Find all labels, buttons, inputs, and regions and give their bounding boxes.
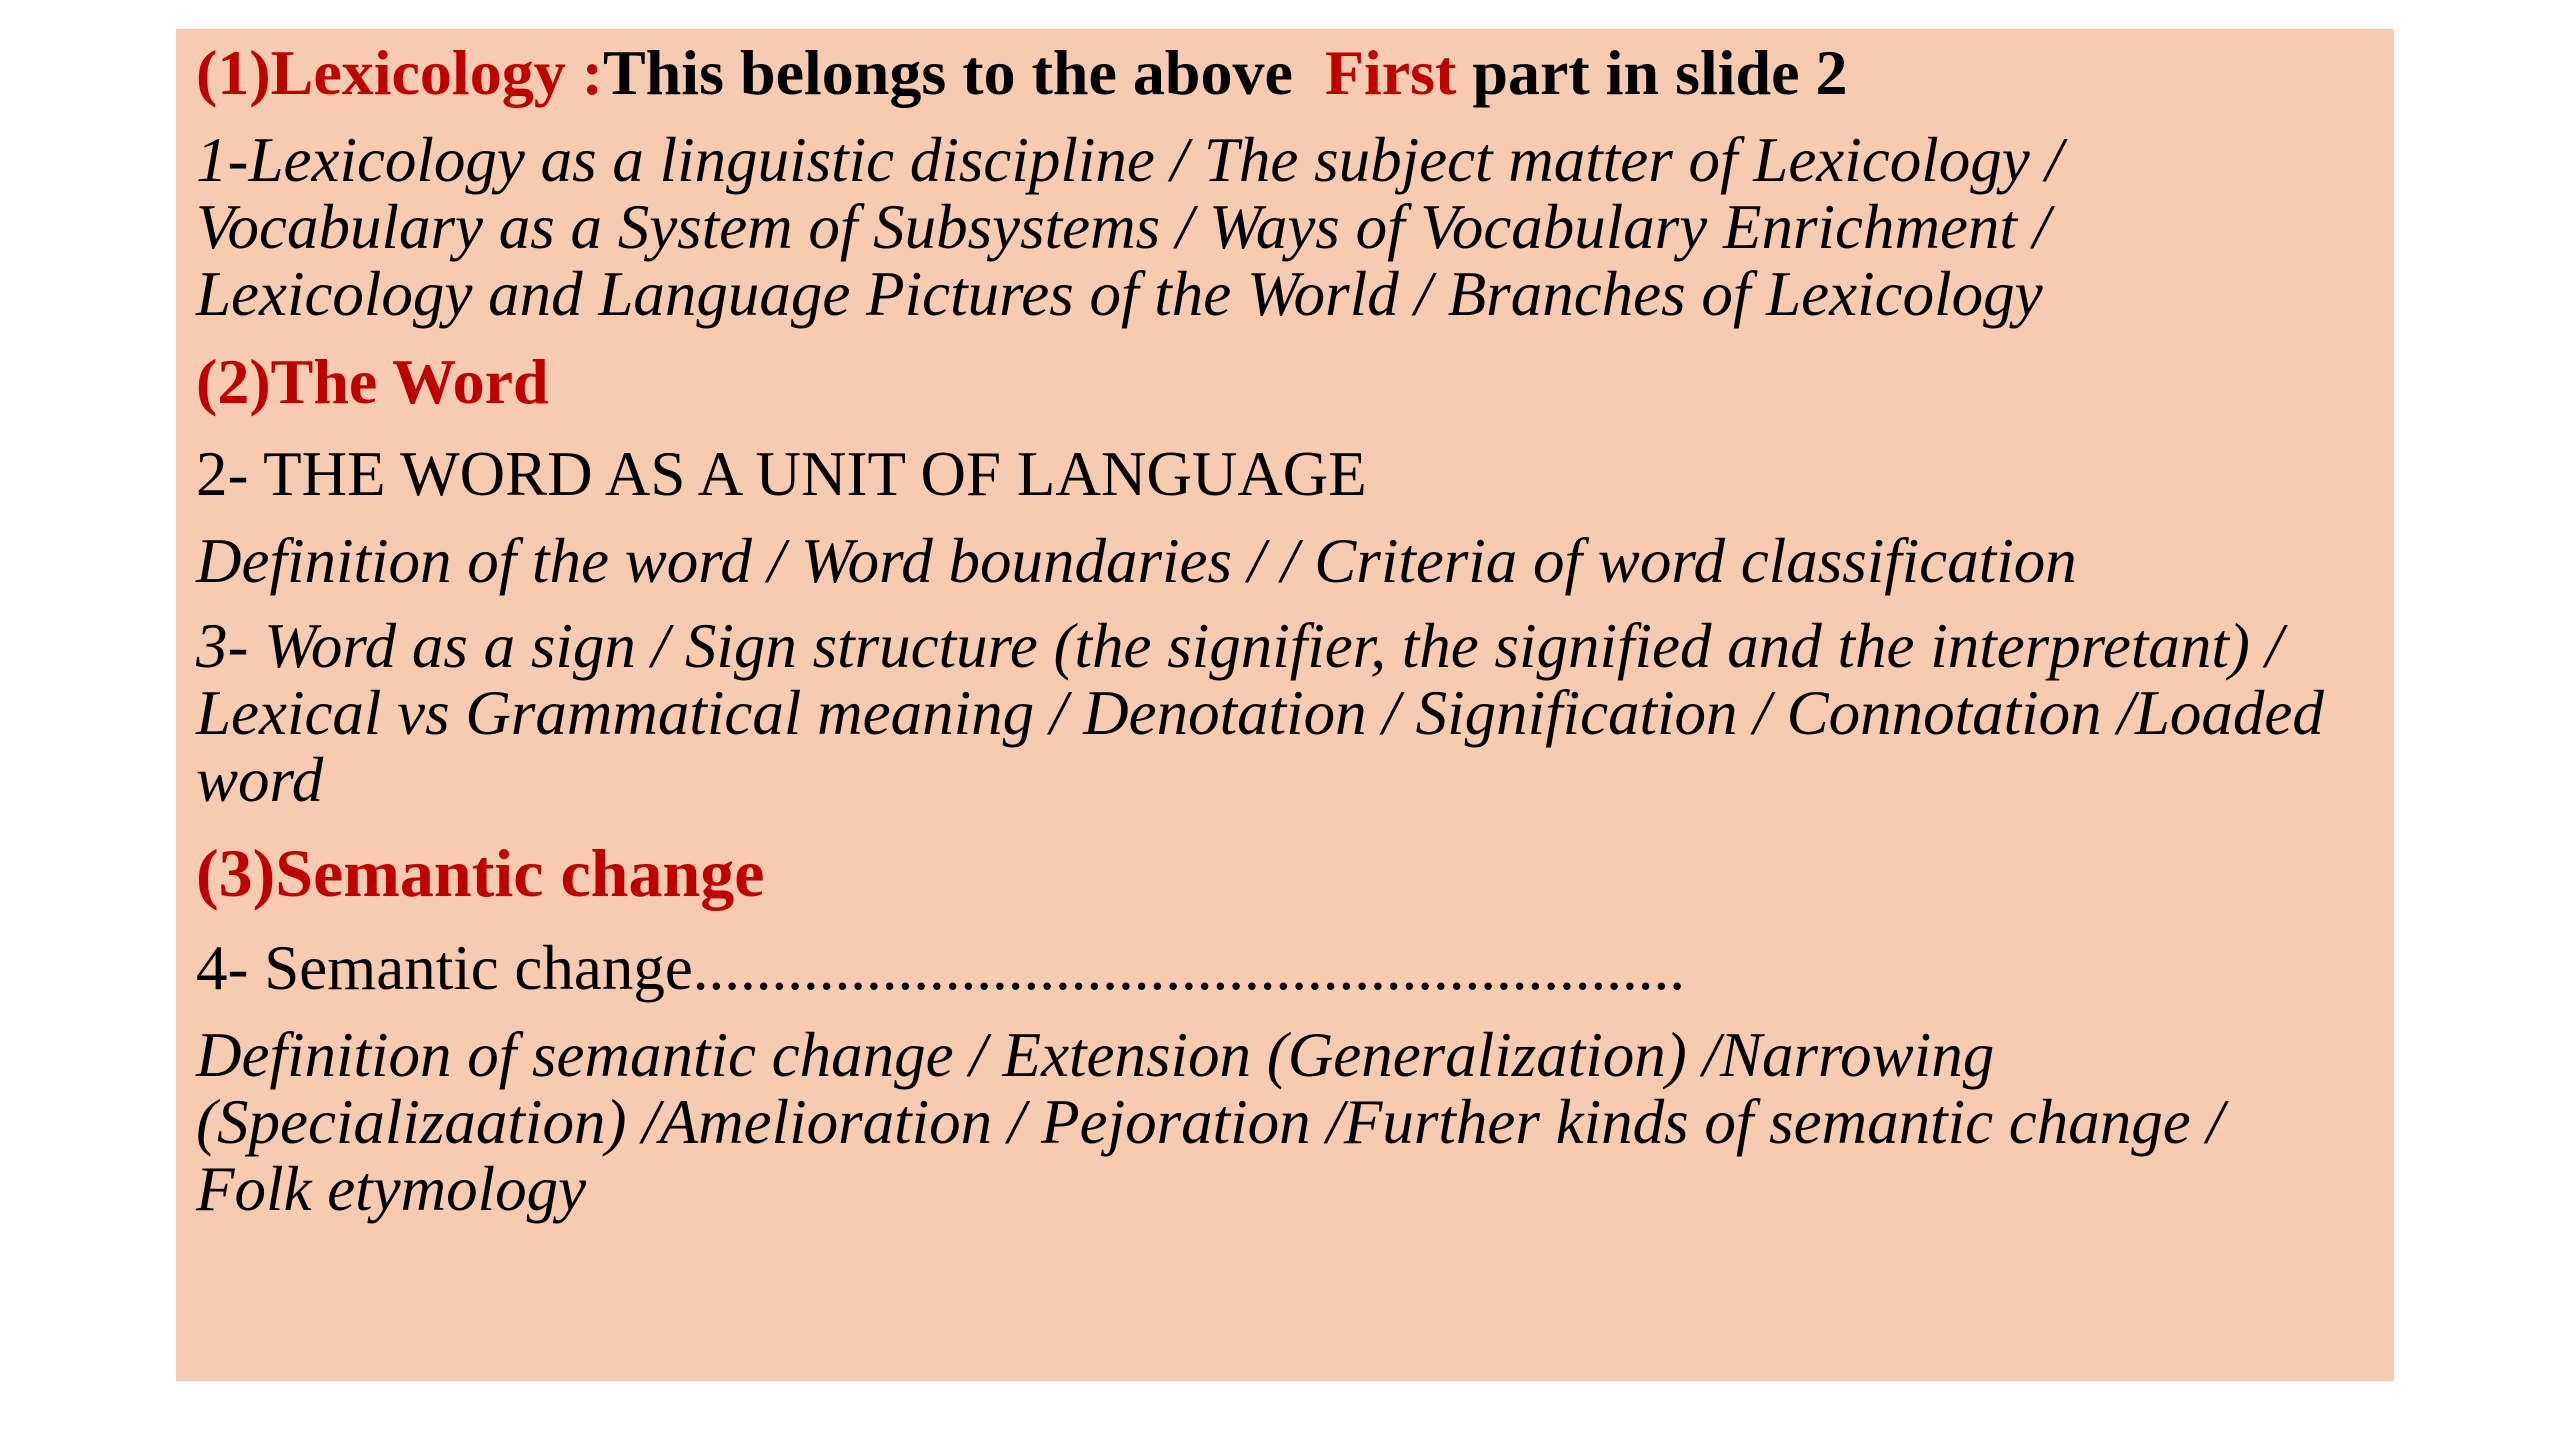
section1-topics: 1-Lexicology as a linguistic discipline / The subject matter of Lexicology / Vocabulary as a System of Subsystems / Ways of Vocabulary Enrichment / Lexicology and Language Pictures of the World / Branches of Lexicology — [196, 125, 2063, 329]
section3-topics: Definition of semantic change / Extension (Generalization) /Narrowing (Specializaation) /Amelioration / Pejoration /Further kinds of semantic change / Folk etymology — [196, 1020, 2224, 1224]
content-box — [176, 29, 2394, 1381]
section1-desc-highlight: First — [1324, 37, 1457, 108]
section3-heading: (3)Semantic change — [196, 835, 765, 911]
section1-desc-suffix: part in slide 2 — [1456, 37, 1848, 108]
section1-label: (1)Lexicology : — [196, 37, 603, 108]
section2-unit-title: 2- THE WORD AS A UNIT OF LANGUAGE — [196, 439, 1367, 509]
section2-unit-topics: Definition of the word / Word boundaries / / Criteria of word classification — [196, 526, 2077, 596]
section2-sign-topics: 3- Word as a sign / Sign structure (the signifier, the signified and the interpretant) / Lexical vs Grammatical meaning / Denotation / Signification / Connotation /Loaded word — [196, 611, 2324, 815]
section2-heading: (2)The Word — [196, 346, 549, 417]
section3-unit-title: 4- Semantic change............................................................... — [196, 933, 1686, 1003]
section1-heading — [196, 35, 2394, 111]
section1-desc-prefix: This belongs to the above — [603, 37, 1325, 108]
